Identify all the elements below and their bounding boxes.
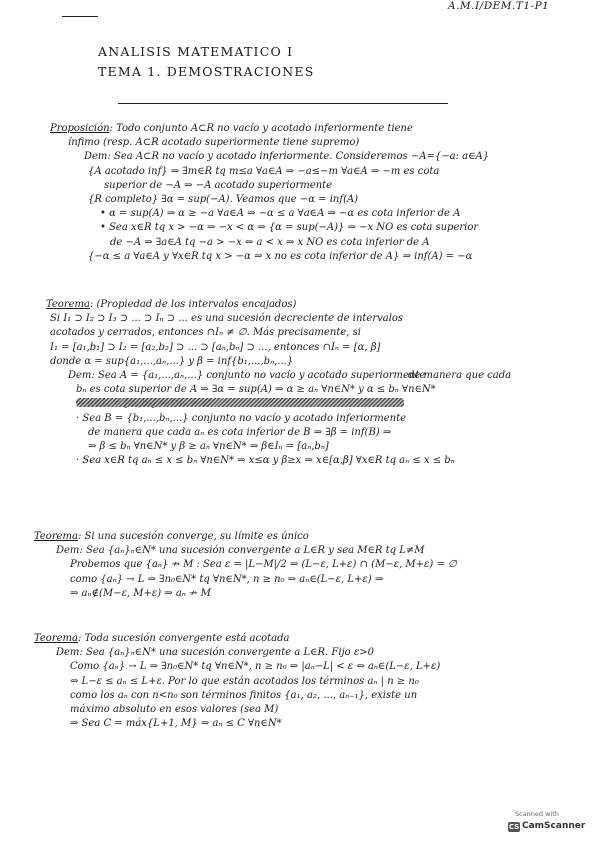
- proof-line: [56, 544, 424, 558]
- statement-line: [46, 298, 296, 312]
- proof-line: [70, 703, 278, 717]
- line-text: de −A ⇒ ∃a∈A tq −a > −x ⇔ a < x ⇒ x NO es cota inferior de A: [110, 236, 430, 248]
- line-text: • α = sup(A) ⇒ α ≥ −a ∀a∈A ⇒ −α ≤ a ∀a∈A ⇒ −α es cota inferior de A: [100, 208, 461, 220]
- line-text: de manera que cada: [408, 370, 512, 381]
- statement-line: [50, 122, 413, 136]
- camscanner-badge: [505, 808, 585, 836]
- line-text: {−α ≤ a ∀a∈A y ∀x∈R tq x > −α ⇒ x no es cota inferior de A} ⇒ inf(A) = −α: [88, 250, 473, 262]
- proof-line: [76, 412, 406, 426]
- proof-line: [50, 312, 403, 326]
- proof-line: [408, 369, 511, 383]
- line-text: Dem: Sea {aₙ}ₙ∈N* una sucesión convergente a L∈R y sea M∈R tq L≠M: [56, 545, 425, 557]
- statement-line: [34, 530, 309, 544]
- line-text: : Si una sucesión converge, su límite es único: [77, 531, 309, 542]
- proof-line: [70, 717, 282, 731]
- line-text: bₙ es cota superior de A ⇒ ∃α = sup(A) ⇒ α ≥ aₙ ∀n∈N* y α ≤ bₙ ∀n∈N*: [76, 384, 436, 396]
- line-text: Si I₁ ⊃ I₂ ⊃ I₃ ⊃ ... ⊃ Iₙ ⊃ ... es una sucesión decreciente de intervalos: [50, 313, 404, 325]
- title-line-1: ANALISIS MATEMATICO I: [98, 44, 294, 59]
- line-text: Dem: Sea A = {a₁,...,aₙ,...} conjunto no vacío y acotado superiormente: [68, 370, 426, 381]
- statement-label: Proposición: [50, 123, 110, 134]
- scanned-with-text: Scanned with: [515, 810, 559, 818]
- proof-line: [50, 355, 293, 369]
- line-text: Probemos que {aₙ} ↛ M : Sea ε = |L−M|/2 ⇒ (L−ε, L+ε) ∩ (M−ε, M+ε) = ∅: [70, 559, 457, 571]
- camscanner-logo-icon: CS: [508, 823, 520, 831]
- proof-line: [88, 193, 358, 207]
- proof-line: [84, 150, 489, 164]
- line-text: Como {aₙ} → L ⇒ ∃n₀∈N* tq ∀n∈N*, n ≥ n₀ ⇒ |aₙ−L| < ε ⇔ aₙ∈(L−ε, L+ε): [70, 661, 441, 673]
- proof-line: [56, 646, 374, 660]
- line-text: como los aₙ con n<n₀ son términos finitos {a₁, a₂, ..., aₙ₋₁}, existe un: [70, 689, 418, 701]
- proof-line: [100, 207, 460, 221]
- line-text: I₁ = [a₁,b₁] ⊃ I₂ = [a₂,b₂] ⊃ ... ⊃ [aₙ,bₙ] ⊃ ..., entonces ∩Iₙ = [α, β]: [50, 341, 381, 353]
- line-text: {R completo} ∃α = sup(−A). Veamos que −α = inf(A): [88, 194, 359, 205]
- proof-line: [88, 440, 329, 454]
- line-text: Dem: Sea {aₙ}ₙ∈N* una sucesión convergente a L∈R. Fijo ε>0: [56, 647, 374, 659]
- proof-line: [70, 675, 419, 689]
- proof-line: [104, 179, 332, 193]
- line-text: como {aₙ} → L ⇒ ∃n₀∈N* tq ∀n∈N*, n ≥ n₀ ⇒ aₙ∈(L−ε, L+ε) ⇒: [70, 573, 384, 585]
- proof-line: [50, 341, 380, 355]
- title-rule: [118, 103, 448, 104]
- title-line-2: TEMA 1. DEMOSTRACIONES: [98, 64, 315, 79]
- proof-line: [70, 689, 417, 703]
- proof-line: [88, 165, 439, 179]
- document-title: [98, 42, 314, 82]
- header-code: A.M.I/DEM.T1-P1: [448, 0, 550, 12]
- line-text: · Sea B = {b₁,...,bₙ,...} conjunto no vacío y acotado inferiormente: [76, 412, 407, 424]
- line-text: {A acotado inf} ⇒ ∃m∈R tq m≤a ∀a∈A ⇒ −a≤−m ∀a∈A ⇒ −m es cota: [88, 165, 440, 177]
- line-text: ⇒ aₙ∉(M−ε, M+ε) ⇒ aₙ ↛ M: [70, 587, 211, 599]
- proof-line: [100, 221, 478, 235]
- line-text: : (Propiedad de los intervalos encajados): [89, 299, 297, 310]
- camscanner-name: CamScanner: [522, 821, 586, 831]
- proof-line: [68, 369, 425, 383]
- proof-line: [70, 587, 211, 601]
- proof-line: [76, 454, 455, 468]
- proof-line: [70, 573, 383, 587]
- line-text: ⇒ Sea C = máx{L+1, M} ⇒ aₙ ≤ C ∀n∈N*: [70, 718, 282, 730]
- statement-line: [34, 632, 289, 646]
- line-text: de manera que cada aₙ es cota inferior de B ⇒ ∃β = inf(B) ⇒: [88, 426, 392, 438]
- statement-label: Teorema: [34, 531, 78, 542]
- line-text: · Sea x∈R tq aₙ ≤ x ≤ bₙ ∀n∈N* ⇒ x≤α y β≥x ⇒ x∈[α,β] ∀x∈R tq aₙ ≤ x ≤ bₙ: [76, 455, 455, 467]
- line-text: ínfimo (resp. A⊂R acotado superiormente tiene supremo): [68, 137, 360, 149]
- statement-label: Teorema: [46, 299, 90, 310]
- proof-line: [70, 558, 457, 572]
- proof-line: [88, 250, 472, 264]
- proof-line: [110, 236, 429, 250]
- line-text: : Todo conjunto A⊂R no vacío y acotado inferiormente tiene: [109, 123, 413, 134]
- line-text: ⇔ L−ε ≤ aₙ ≤ L+ε. Por lo que están acotados los términos aₙ | n ≥ n₀: [70, 675, 419, 687]
- line-text: Dem: Sea A⊂R no vacío y acotado inferiormente. Consideremos −A={−a: a∈A}: [84, 151, 490, 163]
- top-dash: [62, 16, 98, 17]
- line-text: • Sea x∈R tq x > −α ⇒ −x < α ⇒ {α = sup(−A)} ⇒ −x NO es cota superior: [100, 222, 479, 234]
- line-text: : Toda sucesión convergente está acotada: [77, 633, 290, 644]
- line-text: donde α = sup{a₁,...,aₙ,...} y β = inf{b₁,...,bₙ,...}: [50, 355, 294, 367]
- proof-line: [50, 326, 361, 340]
- line-text: superior de −A ⇒ −A acotado superiormente: [104, 179, 333, 191]
- statement-label: Teorema: [34, 633, 78, 644]
- proof-line: [70, 660, 440, 674]
- line-text: ⇒ β ≤ bₙ ∀n∈N* y β ≥ aₙ ∀n∈N* ⇒ β∈Iₙ = [aₙ,bₙ]: [88, 441, 329, 452]
- line-text: máximo absoluto en esos valores (sea M): [70, 704, 279, 715]
- proof-line: [88, 426, 391, 440]
- proof-line: [68, 136, 359, 150]
- line-text: acotados y cerrados, entonces ∩Iₙ ≠ ∅. Más precisamente, si: [50, 327, 361, 339]
- proof-line: [76, 383, 436, 397]
- crossed-out-text: [76, 398, 404, 407]
